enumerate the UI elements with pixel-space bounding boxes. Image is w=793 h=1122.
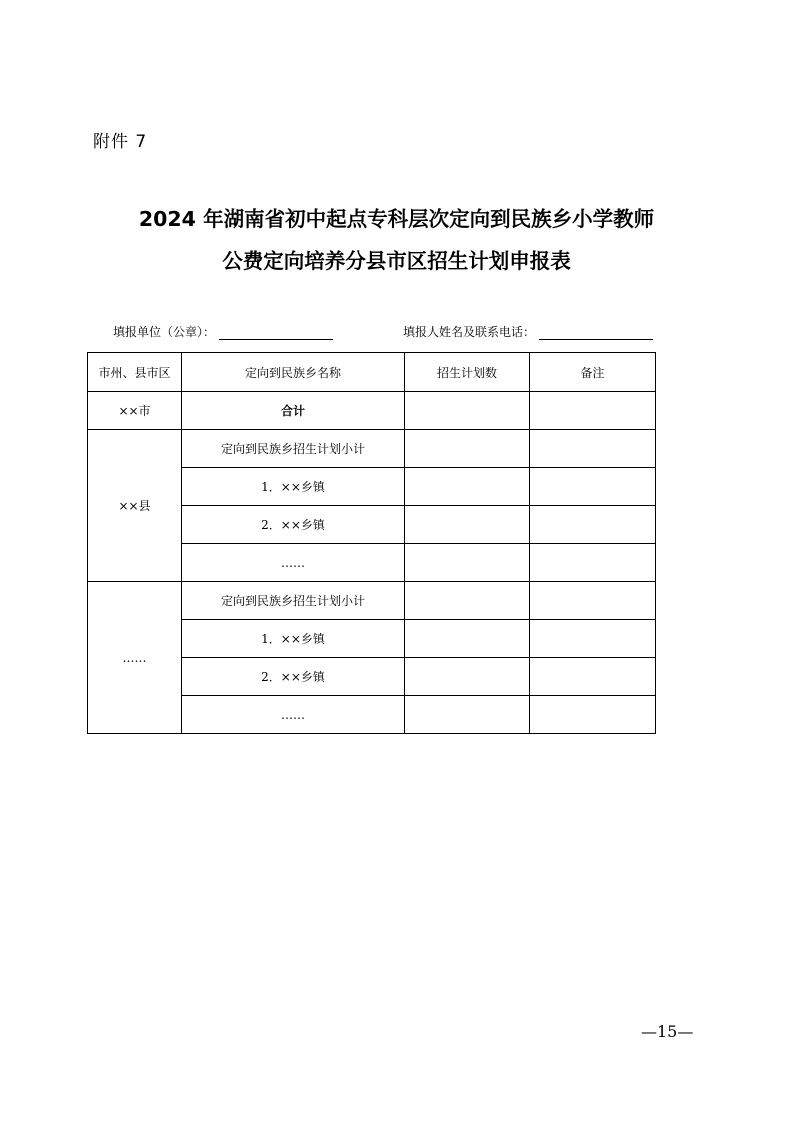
plan-count-cell: [405, 696, 530, 734]
plan-count-cell: [405, 506, 530, 544]
township-name-cell: 1．××乡镇: [182, 468, 405, 506]
plan-count-cell: [405, 582, 530, 620]
table-row: [88, 430, 656, 468]
contact-blank-line: [539, 326, 653, 340]
remark-cell: [530, 658, 656, 696]
county-region-cell: ××县: [88, 430, 182, 582]
contact-field: [403, 323, 653, 340]
city-total-row: [88, 392, 656, 430]
city-total-label: 合计: [182, 392, 405, 430]
township-name-cell: ……: [182, 544, 405, 582]
plan-count-cell: [405, 430, 530, 468]
remark-cell: [530, 468, 656, 506]
township-name-cell: 定向到民族乡招生计划小计: [182, 430, 405, 468]
township-name-cell: 定向到民族乡招生计划小计: [182, 582, 405, 620]
city-count-cell: [405, 392, 530, 430]
plan-count-cell: [405, 658, 530, 696]
header-township-name: 定向到民族乡名称: [182, 353, 405, 392]
document-title-line-1: 2024 年湖南省初中起点专科层次定向到民族乡小学教师: [138, 207, 655, 231]
page-number: —15—: [641, 1022, 694, 1041]
city-remark-cell: [530, 392, 656, 430]
remark-cell: [530, 506, 656, 544]
table-row: [88, 582, 656, 620]
remark-cell: [530, 430, 656, 468]
table-header-row: [88, 353, 656, 392]
header-plan-count: 招生计划数: [405, 353, 530, 392]
attachment-label: 附件 7: [93, 132, 148, 152]
township-name-cell: ……: [182, 696, 405, 734]
remark-cell: [530, 544, 656, 582]
plan-count-cell: [405, 544, 530, 582]
enrollment-plan-table: [87, 352, 656, 734]
township-name-cell: 2．××乡镇: [182, 658, 405, 696]
township-name-cell: 1．××乡镇: [182, 620, 405, 658]
header-remark: 备注: [530, 353, 656, 392]
unit-label: 填报单位（公章）：: [113, 325, 216, 339]
plan-count-cell: [405, 468, 530, 506]
remark-cell: [530, 696, 656, 734]
plan-count-cell: [405, 620, 530, 658]
unit-field: [113, 323, 333, 340]
city-region-cell: ××市: [88, 392, 182, 430]
county-region-cell: ……: [88, 582, 182, 734]
remark-cell: [530, 620, 656, 658]
township-name-cell: 2．××乡镇: [182, 506, 405, 544]
unit-blank-line: [219, 326, 333, 340]
remark-cell: [530, 582, 656, 620]
header-region: 市州、县市区: [88, 353, 182, 392]
document-title-line-2: 公费定向培养分县市区招生计划申报表: [222, 249, 571, 273]
contact-label: 填报人姓名及联系电话：: [403, 325, 536, 339]
